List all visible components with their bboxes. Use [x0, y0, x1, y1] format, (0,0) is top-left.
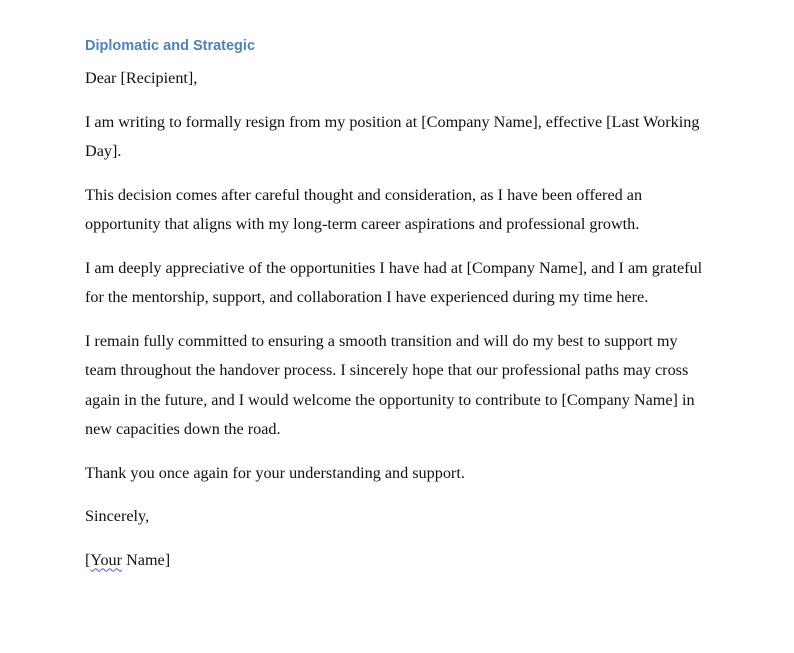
- signature-rest: Name]: [122, 550, 171, 569]
- spellcheck-flagged-word[interactable]: Your: [90, 550, 123, 569]
- signature-open-bracket: [: [85, 550, 91, 569]
- document-heading: Diplomatic and Strategic: [85, 38, 256, 54]
- document-page: [85, 36, 705, 589]
- paragraph-resignation: I am writing to formally resign from my position at [Company Name], effective [Last Working Day].: [85, 112, 700, 160]
- paragraph-reason: This decision comes after careful thought and consideration, as I have been offered an opportunity that aligns with my long-term career aspirations and professional growth.: [85, 185, 643, 233]
- salutation: Dear [Recipient],: [85, 69, 198, 87]
- paragraph-transition: I remain fully committed to ensuring a smooth transition and will do my best to support my team throughout the handover process. I sincerely hope that our professional paths may cross again in the future, and I would welcome the opportunity to contribute to [Company Name] in new capacities down the road.: [85, 331, 695, 438]
- paragraph-thanks: Thank you once again for your understanding and support.: [85, 463, 465, 482]
- closing: Sincerely,: [85, 507, 150, 525]
- paragraph-appreciation: I am deeply appreciative of the opportunities I have had at [Company Name], and I am grateful for the mentorship, support, and collaboration I have experienced during my time here.: [85, 258, 703, 306]
- signature: [85, 546, 705, 576]
